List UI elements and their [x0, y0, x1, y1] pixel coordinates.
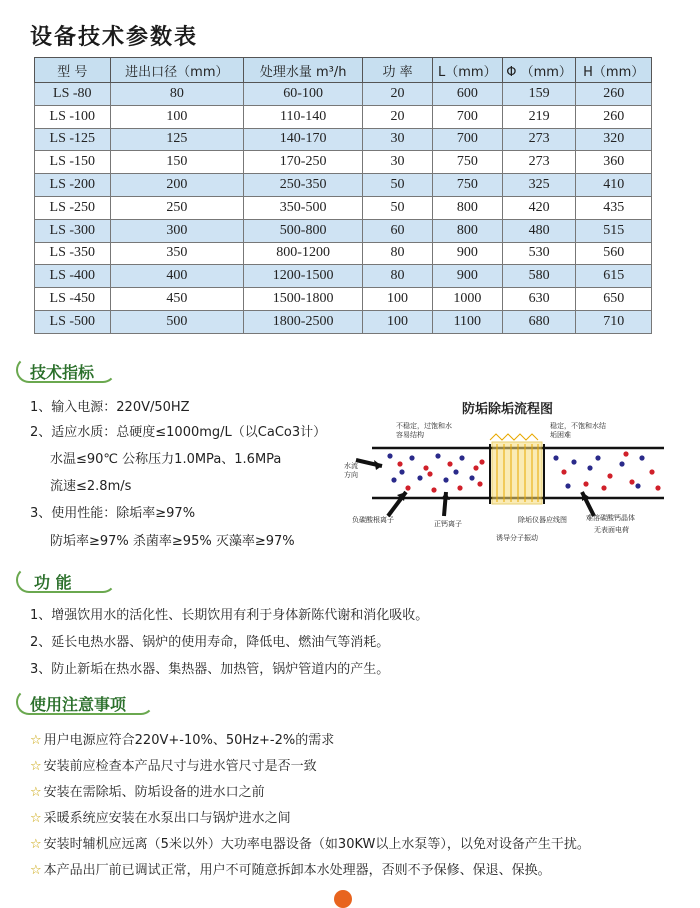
section-title: 功 能 [34, 573, 72, 592]
notice-text: 用户电源应符合220V+-10%、50Hz+-2%的需求 [43, 733, 335, 748]
table-cell: LS -300 [35, 219, 111, 242]
table-cell: 1100 [432, 310, 502, 333]
ion-dot [479, 459, 484, 464]
table-row [35, 151, 652, 174]
ion-dot [469, 475, 474, 480]
ion-dot [417, 475, 422, 480]
table-row [35, 288, 652, 311]
ion-dot [399, 469, 404, 474]
table-cell: 530 [502, 242, 576, 265]
table-cell: 750 [432, 174, 502, 197]
descaling-diagram [342, 392, 682, 552]
table-row [35, 105, 652, 128]
ion-dot [629, 479, 634, 484]
table-cell: 219 [502, 105, 576, 128]
notice-line [30, 833, 590, 852]
func-line: 1、增强饮用水的活化性、长期饮用有利于身体新陈代谢和消化吸收。 [30, 608, 429, 623]
table-row [35, 83, 652, 106]
page-decoration-dot [334, 890, 352, 908]
diagram-label: 无表面电荷 [594, 526, 629, 534]
tech-line: 1、输入电源：220V/50HZ [30, 400, 190, 415]
ion-dot [561, 469, 566, 474]
notice-text: 安装前应检查本产品尺寸与进水管尺寸是否一致 [43, 759, 317, 774]
table-cell: 700 [432, 105, 502, 128]
table-cell: 80 [363, 242, 433, 265]
header-cell: H（mm） [576, 58, 652, 83]
ion-dot [565, 483, 570, 488]
table-cell: 500-800 [244, 219, 363, 242]
ion-dot [655, 485, 660, 490]
star-icon: ☆ [30, 785, 42, 800]
table-cell: 320 [576, 128, 652, 151]
table-cell: 700 [432, 128, 502, 151]
ion-dot [553, 455, 558, 460]
table-cell: 1800-2500 [244, 310, 363, 333]
table-cell: 1500-1800 [244, 288, 363, 311]
table-cell: 900 [432, 242, 502, 265]
tech-line: 流速≤2.8m/s [50, 479, 132, 494]
table-cell: 560 [576, 242, 652, 265]
table-cell: 750 [432, 151, 502, 174]
section-heading-tech [16, 357, 116, 383]
table-cell: 650 [576, 288, 652, 311]
ion-dot [635, 483, 640, 488]
table-cell: LS -125 [35, 128, 111, 151]
ion-dot [387, 453, 392, 458]
func-line: 3、防止新垢在热水器、集热器、加热管，锅炉管道内的产生。 [30, 662, 390, 677]
table-cell: 200 [110, 174, 244, 197]
table-cell: 710 [576, 310, 652, 333]
notice-line [30, 781, 265, 800]
table-cell: 630 [502, 288, 576, 311]
table-cell: 170-250 [244, 151, 363, 174]
func-line: 2、延长电热水器、锅炉的使用寿命，降低电、燃油气等消耗。 [30, 635, 390, 650]
page-title: 设备技术参数表 [30, 25, 199, 50]
table-cell: 30 [363, 128, 433, 151]
table-row [35, 310, 652, 333]
table-cell: 420 [502, 196, 576, 219]
table-cell: 100 [110, 105, 244, 128]
ion-dot [391, 477, 396, 482]
table-cell: 50 [363, 174, 433, 197]
table-cell: 125 [110, 128, 244, 151]
table-cell: LS -250 [35, 196, 111, 219]
section-heading-func [16, 567, 116, 593]
table-cell: 20 [363, 83, 433, 106]
ion-dot [601, 485, 606, 490]
table-cell: 800 [432, 196, 502, 219]
table-cell: 410 [576, 174, 652, 197]
table-cell: 60 [363, 219, 433, 242]
table-cell: 800 [432, 219, 502, 242]
ion-dot [649, 469, 654, 474]
table-row [35, 242, 652, 265]
table-cell: 800-1200 [244, 242, 363, 265]
star-icon: ☆ [30, 837, 42, 852]
table-cell: 900 [432, 265, 502, 288]
table-cell: 260 [576, 83, 652, 106]
table-cell: 159 [502, 83, 576, 106]
notice-text: 采暖系统应安装在水泵出口与锅炉进水之间 [43, 811, 291, 826]
diagram-label: 除垢仪器应线图 [518, 516, 567, 524]
diagram-label: 难溶碳酸钙晶体 [586, 514, 635, 522]
table-cell: LS -80 [35, 83, 111, 106]
spec-table [34, 57, 652, 334]
star-icon: ☆ [30, 863, 42, 878]
ion-dot [397, 461, 402, 466]
ion-dot [409, 455, 414, 460]
header-cell: 功 率 [363, 58, 433, 83]
table-cell: LS -200 [35, 174, 111, 197]
header-cell: Φ （mm） [502, 58, 576, 83]
table-cell: 680 [502, 310, 576, 333]
tech-line: 防垢率≥97% 杀菌率≥95% 灭藻率≥97% [50, 534, 295, 549]
table-cell: 400 [110, 265, 244, 288]
star-icon: ☆ [30, 733, 42, 748]
table-row [35, 219, 652, 242]
table-cell: 600 [432, 83, 502, 106]
table-cell: 350-500 [244, 196, 363, 219]
table-cell: 1200-1500 [244, 265, 363, 288]
table-cell: LS -500 [35, 310, 111, 333]
table-cell: 515 [576, 219, 652, 242]
notice-line [30, 807, 291, 826]
section-title: 使用注意事项 [30, 695, 127, 714]
tech-line: 3、使用性能：除垢率≥97% [30, 506, 196, 521]
ion-dot [427, 471, 432, 476]
table-cell: 140-170 [244, 128, 363, 151]
ion-dot [431, 487, 436, 492]
ion-dot [435, 453, 440, 458]
ion-dot [587, 465, 592, 470]
tech-line: 水温≤90℃ 公称压力1.0MPa、1.6MPa [50, 452, 282, 467]
tech-line: 2、适应水质：总硬度≤1000mg/L（以CaCo3计） [30, 425, 327, 440]
section-title: 技术指标 [30, 363, 95, 382]
table-cell: LS -450 [35, 288, 111, 311]
table-row [35, 128, 652, 151]
diagram-label: 诱导分子振动 [496, 534, 538, 542]
table-cell: 100 [363, 310, 433, 333]
table-cell: 350 [110, 242, 244, 265]
ion-dot [583, 481, 588, 486]
ion-dot [459, 455, 464, 460]
ion-dot [639, 455, 644, 460]
table-cell: 60-100 [244, 83, 363, 106]
table-cell: 100 [363, 288, 433, 311]
table-cell: LS -350 [35, 242, 111, 265]
table-row [35, 174, 652, 197]
ion-dot [457, 485, 462, 490]
ion-dot [619, 461, 624, 466]
diagram-pipe [342, 392, 682, 552]
table-cell: 435 [576, 196, 652, 219]
diagram-label: 水流方向 [344, 462, 358, 479]
table-cell: LS -100 [35, 105, 111, 128]
header-cell: 进出口径（mm） [110, 58, 244, 83]
diagram-label: 不稳定，过饱和水容易结构 [396, 422, 452, 439]
table-cell: 325 [502, 174, 576, 197]
table-cell: LS -150 [35, 151, 111, 174]
table-row [35, 265, 652, 288]
table-cell: 250 [110, 196, 244, 219]
table-cell: 480 [502, 219, 576, 242]
notice-text: 安装在需除垢、防垢设备的进水口之前 [43, 785, 265, 800]
table-cell: 300 [110, 219, 244, 242]
ion-dot [423, 465, 428, 470]
table-cell: 50 [363, 196, 433, 219]
table-cell: 580 [502, 265, 576, 288]
notice-text: 本产品出厂前已调试正常，用户不可随意拆卸本水处理器，否则不予保修、保退、保换。 [43, 863, 551, 878]
diagram-label: 正钙离子 [434, 520, 462, 528]
ion-dot [405, 485, 410, 490]
section-heading-notice [16, 689, 154, 715]
notice-line [30, 729, 334, 748]
ion-dot [453, 469, 458, 474]
ion-dot [623, 451, 628, 456]
table-cell: 615 [576, 265, 652, 288]
header-cell: 型 号 [35, 58, 111, 83]
table-cell: 360 [576, 151, 652, 174]
notice-line [30, 755, 317, 774]
table-cell: 150 [110, 151, 244, 174]
ion-dot [607, 473, 612, 478]
table-cell: 450 [110, 288, 244, 311]
table-cell: 110-140 [244, 105, 363, 128]
table-cell: 80 [110, 83, 244, 106]
ion-dot [447, 461, 452, 466]
table-cell: 80 [363, 265, 433, 288]
star-icon: ☆ [30, 811, 42, 826]
table-header-row [35, 58, 652, 83]
header-cell: 处理水量 m³/h [244, 58, 363, 83]
ion-dot [477, 481, 482, 486]
ion-dot [571, 459, 576, 464]
table-cell: LS -400 [35, 265, 111, 288]
table-cell: 1000 [432, 288, 502, 311]
ion-dot [595, 455, 600, 460]
ion-dot [443, 477, 448, 482]
table-cell: 20 [363, 105, 433, 128]
table-cell: 273 [502, 128, 576, 151]
diagram-title: 防垢除垢流程图 [462, 402, 554, 417]
table-row [35, 196, 652, 219]
star-icon: ☆ [30, 759, 42, 774]
table-cell: 250-350 [244, 174, 363, 197]
notice-text: 安装时辅机应远离（5米以外）大功率电器设备（如30KW以上水泵等），以免对设备产生干扰。 [43, 837, 590, 852]
diagram-label: 稳定，不饱和水结垢困难 [550, 422, 606, 439]
notice-line [30, 859, 551, 878]
diagram-label: 负碳酸根离子 [352, 516, 394, 524]
table-cell: 273 [502, 151, 576, 174]
header-cell: L（mm） [432, 58, 502, 83]
table-cell: 30 [363, 151, 433, 174]
ion-dot [473, 465, 478, 470]
table-cell: 260 [576, 105, 652, 128]
table-cell: 500 [110, 310, 244, 333]
